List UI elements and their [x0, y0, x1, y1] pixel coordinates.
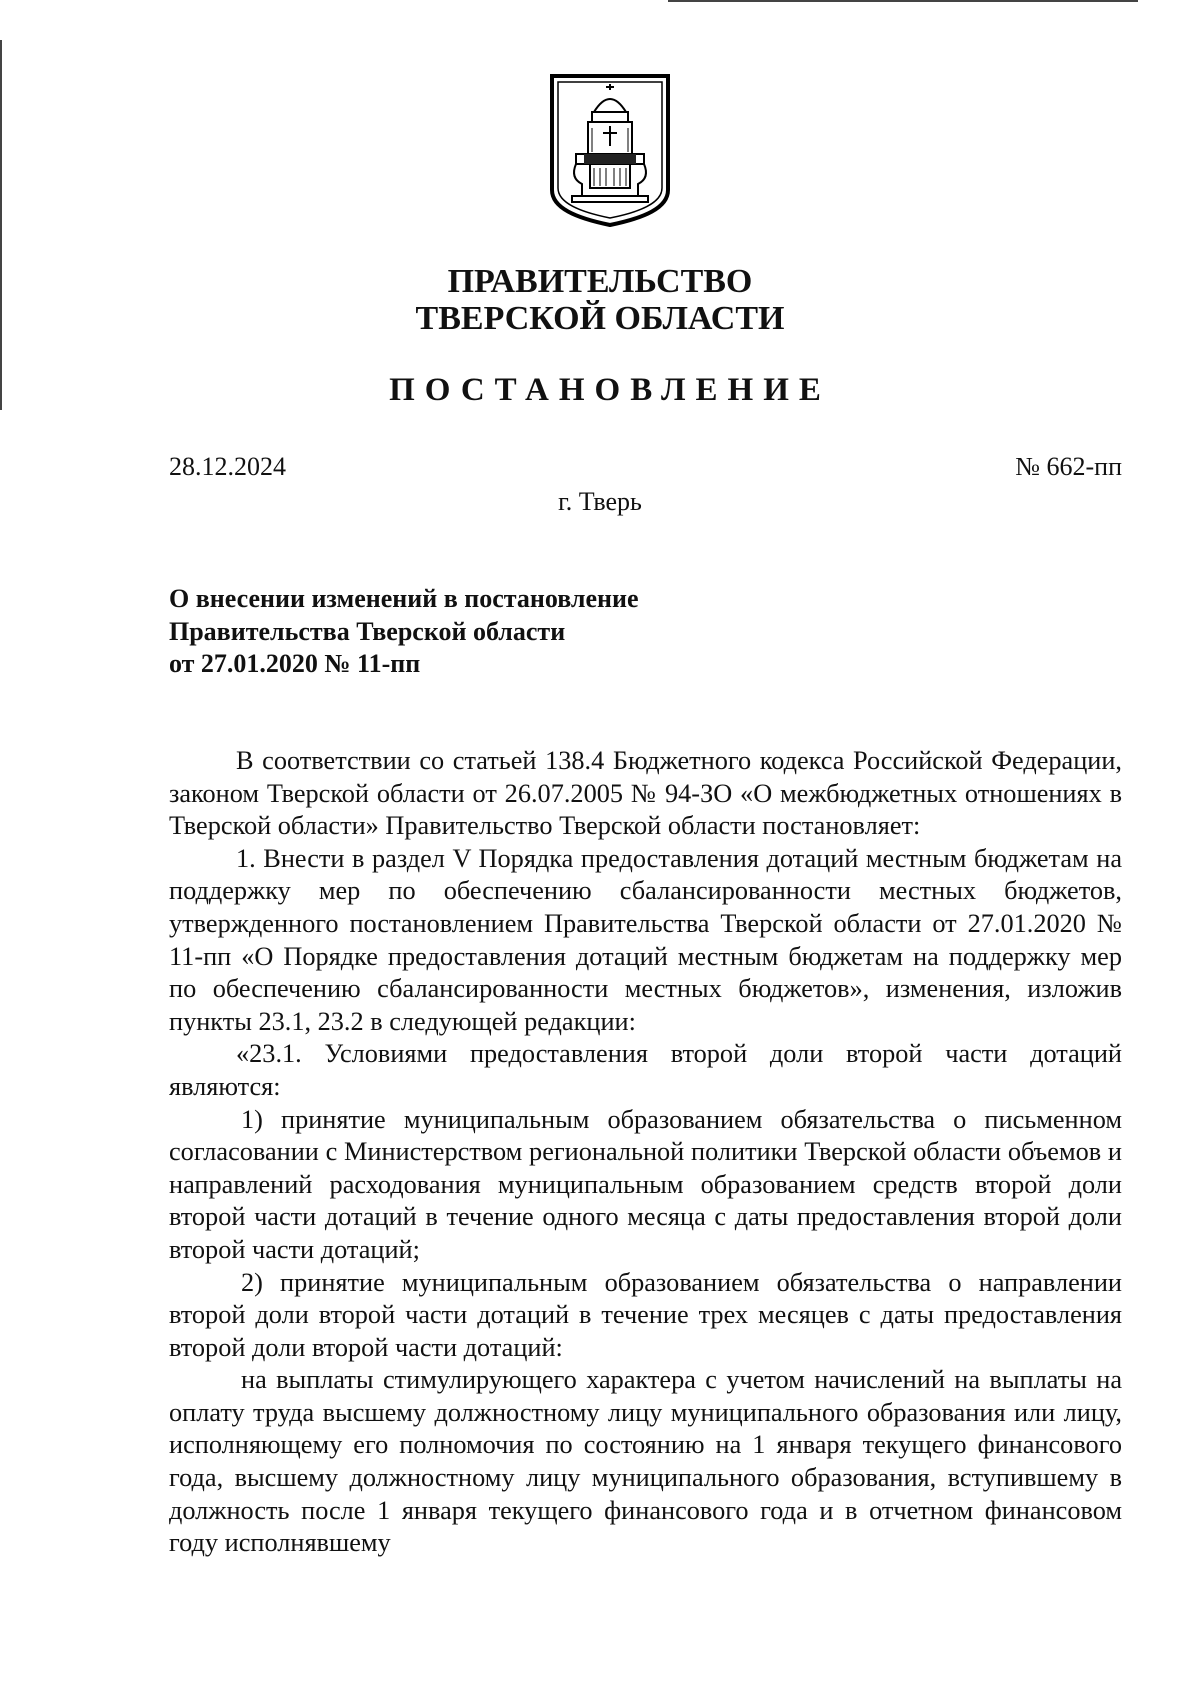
- body-paragraph: В соответствии со статьей 138.4 Бюджетного кодекса Российской Федерации, законом Тверской области от 26.07.2005 № 94-ЗО «О межбюджетных отношениях в Тверской области» Правительство Тверской области постановляет:: [169, 746, 1122, 841]
- doc-number: № 662-пп: [1015, 452, 1122, 481]
- scan-edge-left: [0, 40, 2, 410]
- body-paragraph: «23.1. Условиями предоставления второй доли второй части дотаций являются:: [169, 1039, 1122, 1101]
- doc-title-line: О внесении изменений в постановление: [169, 584, 639, 613]
- body-paragraph: 1. Внести в раздел V Порядка предоставления дотаций местным бюджетам на поддержку мер по обеспечению сбалансированности местных бюджетов, утвержденного постановлением Правительства Тверской области от 27.01.2020 № 11-пп «О Порядке предоставления дотаций местным бюджетам на поддержку мер по обеспечению сбалансированности местных бюджетов», изменения, изложив пункты 23.1, 23.2 в следующей редакции:: [169, 843, 1122, 1036]
- doc-title: [169, 583, 639, 681]
- org-name-line2: ТВЕРСКОЙ ОБЛАСТИ: [415, 300, 785, 337]
- doc-date: 28.12.2024: [169, 452, 286, 481]
- scan-edge-top: [668, 0, 1138, 2]
- body-paragraph: 2) принятие муниципальным образованием обязательства о направлении второй доли второй части дотаций в течение трех месяцев с даты предоставления второй доли второй части дотаций:: [169, 1267, 1122, 1362]
- body-paragraph: 1) принятие муниципальным образованием обязательства о письменном согласовании с Министерством региональной политики Тверской области объемов и направлений расходования муниципальным образованием средств второй доли второй части дотаций в течение одного месяца с даты предоставления второй доли второй части дотаций;: [169, 1104, 1122, 1264]
- doc-body: [169, 745, 1122, 1560]
- doc-title-line: Правительства Тверской области: [169, 616, 566, 646]
- doc-title-line: от 27.01.2020 № 11-пп: [169, 649, 421, 678]
- doc-type-heading: ПОСТАНОВЛЕНИЕ: [389, 372, 831, 408]
- body-paragraph: на выплаты стимулирующего характера с учетом начислений на выплаты на оплату труда высшему должностному лицу муниципального образования или лицу, исполняющему его полномочия по состоянию на 1 января текущего финансового года, высшему должностному лицу муниципального образования, вступившему в должность после 1 января текущего финансового года и в отчетном финансовом году исполнявшему: [169, 1365, 1122, 1558]
- coat-of-arms-icon: [548, 72, 672, 228]
- doc-city: г. Тверь: [558, 487, 642, 516]
- org-name-line1: ПРАВИТЕЛЬСТВО: [447, 263, 753, 300]
